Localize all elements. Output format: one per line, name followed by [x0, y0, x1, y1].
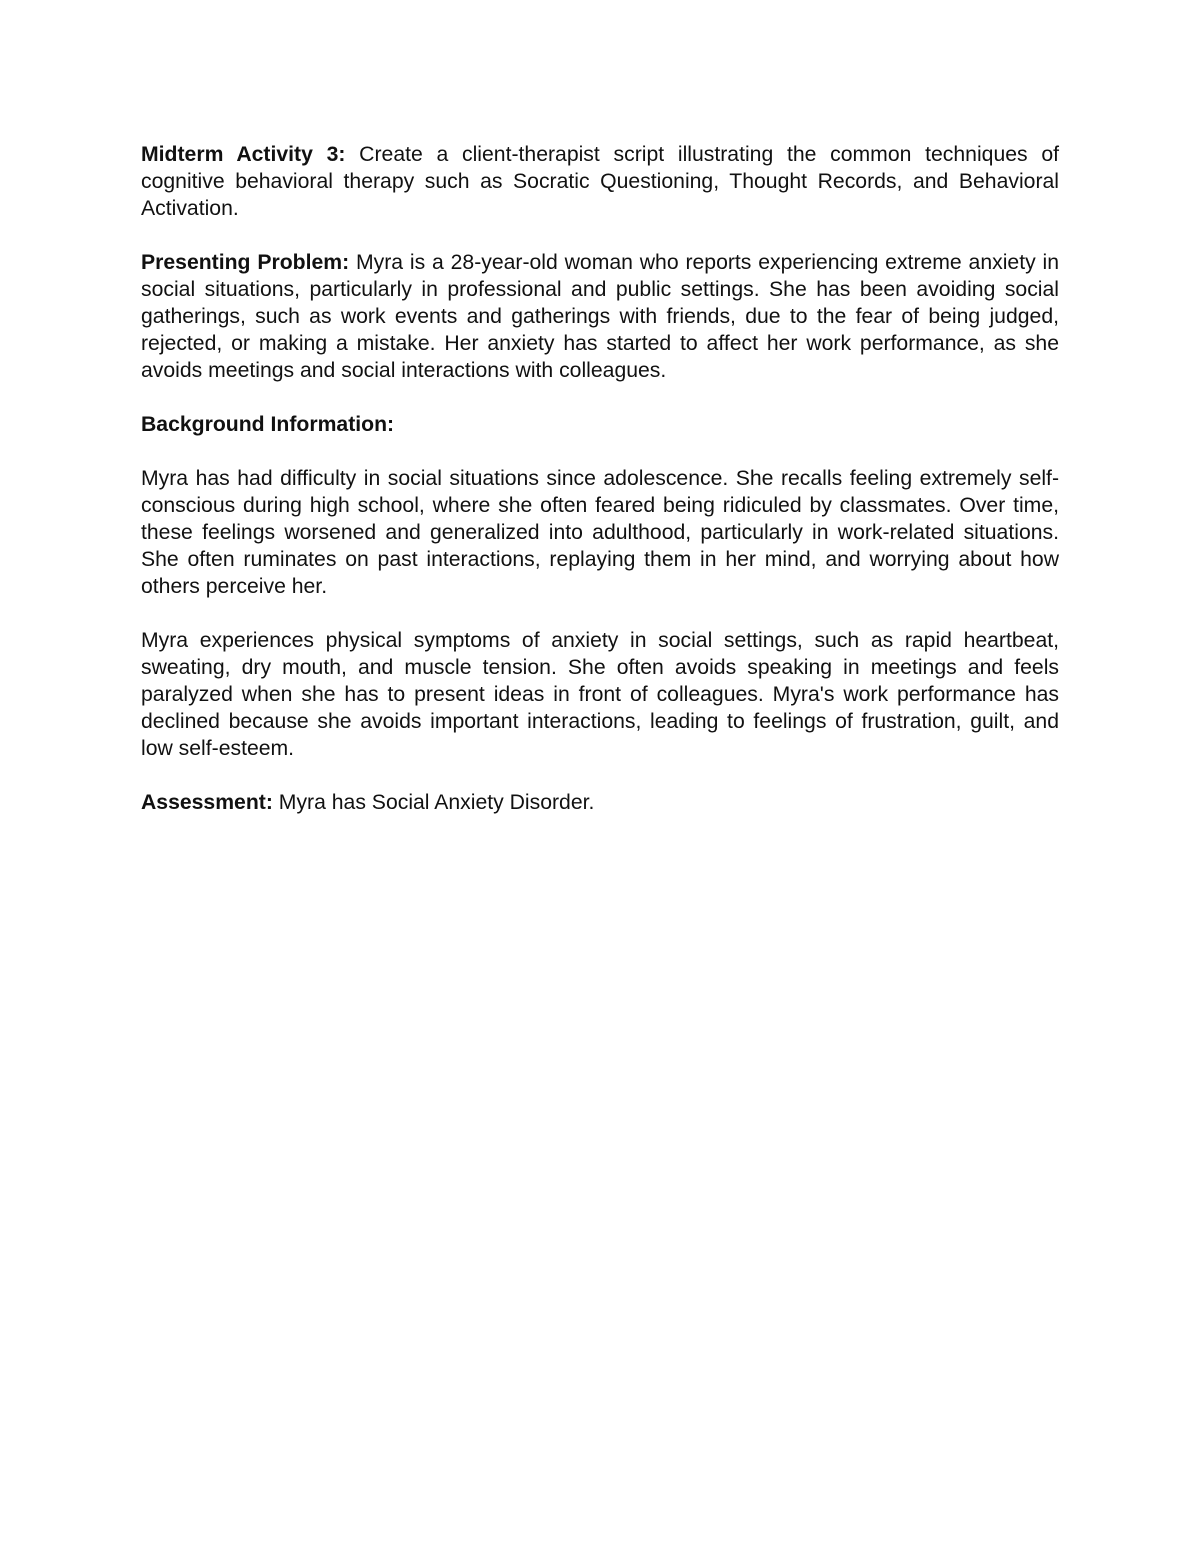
assessment-paragraph [141, 789, 1059, 816]
background-paragraph-2: Myra experiences physical symptoms of anxiety in social settings, such as rapid heartbeat, sweating, dry mouth, and muscle tension. She often avoids speaking in meetings and feels paralyzed when she has to present ideas in front of colleagues. Myra's work performance has declined because she avoids important interactions, leading to feelings of frustration, guilt, and low self-esteem. [141, 629, 1059, 760]
presenting-problem-text: Myra is a 28-year-old woman who reports experiencing extreme anxiety in social situations, particularly in professional and public settings. She has been avoiding social gatherings, such as work events and gatherings with friends, due to the fear of being judged, rejected, or making a mistake. Her anxiety has started to affect her work performance, as she avoids meetings and social interactions with colleagues. [141, 251, 1059, 382]
midterm-activity-paragraph [141, 141, 1059, 222]
assessment-label: Assessment: [141, 791, 273, 814]
midterm-activity-label: Midterm Activity 3: [141, 143, 346, 166]
background-information-heading: Background Information: [141, 413, 395, 436]
document-page [141, 141, 1059, 843]
midterm-activity-text: Create a client-therapist script illustrating the common techniques of cognitive behavioral therapy such as Socratic Questioning, Thought Records, and Behavioral Activation. [141, 143, 1059, 220]
background-paragraph-1: Myra has had difficulty in social situations since adolescence. She recalls feeling extremely self-conscious during high school, where she often feared being ridiculed by classmates. Over time, these feelings worsened and generalized into adulthood, particularly in work-related situations. She often ruminates on past interactions, replaying them in her mind, and worrying about how others perceive her. [141, 467, 1059, 598]
presenting-problem-paragraph [141, 249, 1059, 384]
presenting-problem-label: Presenting Problem: [141, 251, 350, 274]
assessment-text: Myra has Social Anxiety Disorder. [272, 791, 595, 814]
